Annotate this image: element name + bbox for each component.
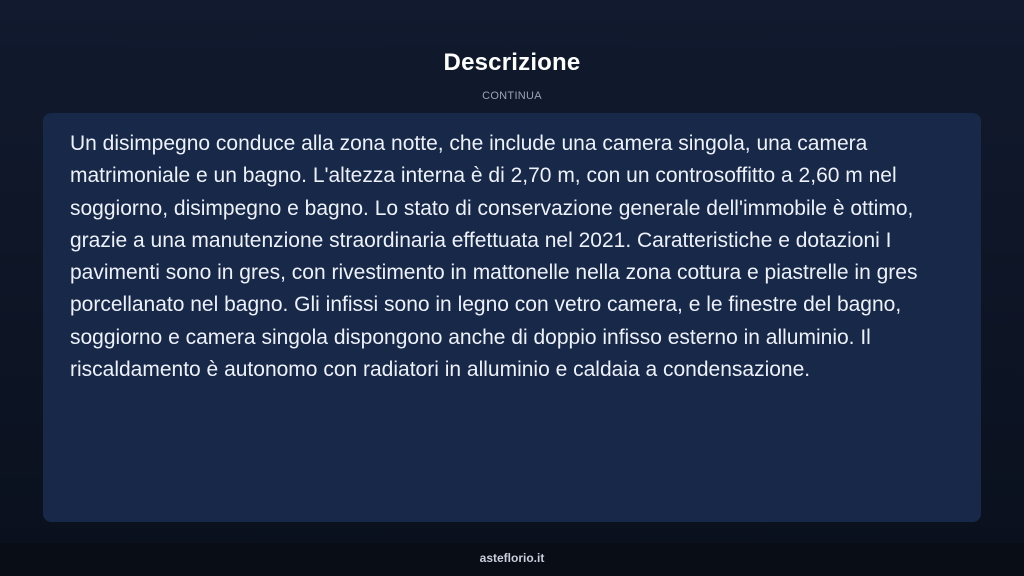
- footer-bar: [0, 543, 1024, 576]
- page-title: Descrizione: [443, 49, 581, 76]
- footer-brand: asteflorio.it: [479, 551, 545, 565]
- continue-label: CONTINUA: [482, 90, 542, 102]
- description-card: [43, 113, 981, 522]
- description-text: Un disimpegno conduce alla zona notte, che include una camera singola, una camera matrimoniale e un bagno. L'altezza interna è di 2,70 m, con un controsoffitto a 2,60 m nel soggiorno, disimpegno e bagno. Lo stato di conservazione generale dell'immobile è ottimo, grazie a una manutenzione straordinaria effettuata nel 2021. Caratteristiche e dotazioni I pavimenti sono in gres, con rivestimento in mattonelle nella zona cottura e piastrelle in gres porcellanato nel bagno. Gli infissi sono in legno con vetro camera, e le finestre del bagno, soggiorno e camera singola dispongono anche di doppio infisso esterno in alluminio. Il riscaldamento è autonomo con radiatori in alluminio e caldaia a condensazione.: [70, 132, 918, 382]
